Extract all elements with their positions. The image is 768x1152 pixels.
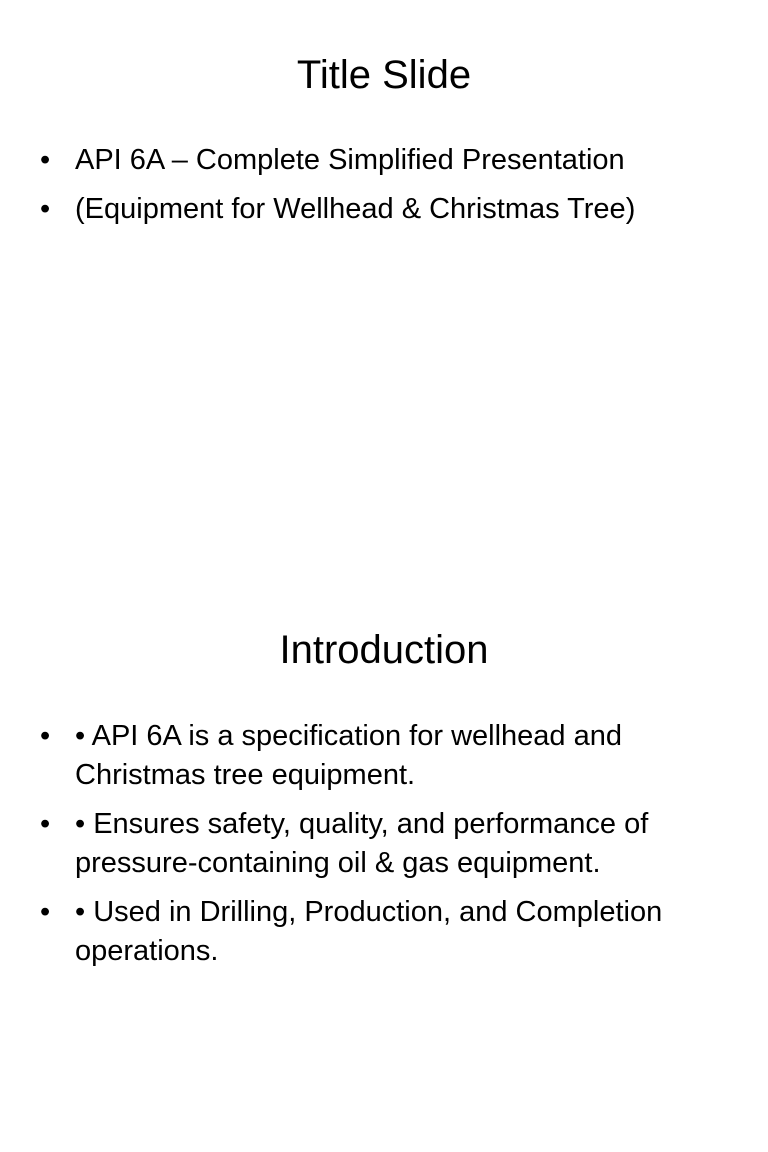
bullet-list	[38, 717, 728, 981]
bullet-icon: •	[40, 144, 51, 176]
bullet-text: • Ensures safety, quality, and performance of pressure-containing oil & gas equipment.	[75, 808, 649, 879]
slide-introduction	[0, 576, 768, 1152]
bullet-text: (Equipment for Wellhead & Christmas Tree)	[75, 193, 636, 225]
bullet-icon: •	[40, 808, 51, 840]
bullet-text: • Used in Drilling, Production, and Completion operations.	[75, 896, 663, 967]
bullet-item	[38, 805, 728, 883]
bullet-text: API 6A – Complete Simplified Presentation	[75, 144, 625, 176]
bullet-text: • API 6A is a specification for wellhead and Christmas tree equipment.	[75, 720, 622, 791]
bullet-icon: •	[40, 193, 51, 225]
bullet-item	[38, 717, 728, 795]
slide-title: Title Slide	[296, 53, 472, 97]
bullet-icon: •	[40, 720, 51, 752]
bullet-list	[38, 141, 728, 239]
bullet-icon: •	[40, 896, 51, 928]
slide-title: Introduction	[279, 628, 489, 672]
bullet-item	[38, 893, 728, 971]
bullet-item	[38, 141, 728, 180]
bullet-item	[38, 190, 728, 229]
